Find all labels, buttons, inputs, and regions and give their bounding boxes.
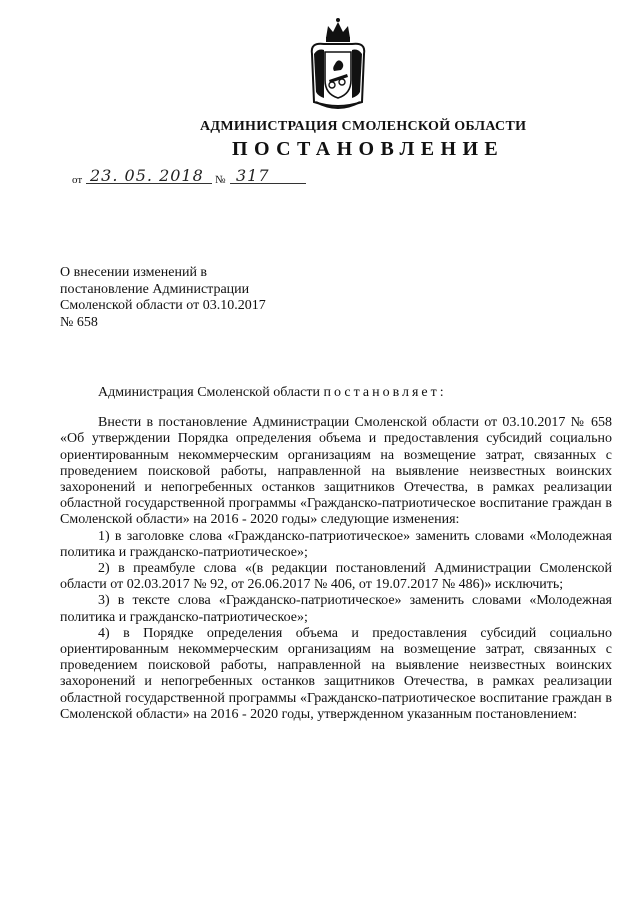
document-body: [60, 385, 612, 723]
body-paragraph: Внести в постановление Администрации Смоленской области от 03.10.2017 № 658 «Об утверждении Порядка определения объема и предоставления субсидий социально ориентированным некоммерческим организациям на возмещение затрат, связанных с проведением поисковой работы, направленной на выявление неизвестных воинских захоронений и непогребенных останков защитников Отечества, в рамках реализации областной государственной программы «Гражданско-патриотическое воспитание граждан в Смоленской области» на 2016 - 2020 годы» следующие изменения:: [60, 415, 612, 528]
handwritten-number: 317: [236, 166, 270, 185]
date-number-line: [72, 168, 312, 188]
decree-intro: Администрация Смоленской области: [98, 385, 321, 400]
decree-word: постановляет:: [323, 385, 447, 400]
subject-line: Смоленской области от 03.10.2017: [60, 298, 266, 313]
subject-line: № 658: [60, 314, 98, 330]
subject-line: постановление Администрации: [60, 281, 250, 297]
body-paragraph: 1) в заголовке слова «Гражданско-патриотическое» заменить словами «Молодежная политика и гражданско-патриотическое»;: [60, 528, 612, 560]
body-paragraph: 4) в Порядке определения объема и предоставления субсидий социально ориентированным некоммерческим организациям на возмещение затрат, связанных с проведением поисковой работы, направленной на выявление неизвестных воинских захоронений и непогребенных останков защитников Отечества, в рамках реализации областной государственной программы «Гражданско-патриотическое воспитание граждан в Смоленской области» на 2016 - 2020 годы, утвержденном указанным постановлением:: [60, 625, 612, 722]
subject-line: О внесении изменений в: [60, 265, 208, 280]
handwritten-date: 23. 05. 2018: [90, 166, 204, 185]
document-type-title: ПОСТАНОВЛЕНИЕ: [232, 138, 505, 160]
body-paragraph: 2) в преамбуле слова «(в редакции постановлений Администрации Смоленской области от 02.03.2017 № 92, от 26.06.2017 № 406, от 19.07.2017 № 486)» исключить;: [60, 561, 612, 593]
coat-of-arms-emblem: [308, 14, 368, 114]
body-paragraph: 3) в тексте слова «Гражданско-патриотическое» заменить словами «Молодежная политика и гражданско-патриотическое»;: [60, 593, 612, 625]
number-label: №: [215, 174, 226, 186]
date-label: от: [72, 174, 83, 186]
decree-statement: [60, 385, 612, 401]
document-subject: [60, 265, 320, 331]
organization-name: АДМИНИСТРАЦИЯ СМОЛЕНСКОЙ ОБЛАСТИ: [200, 119, 527, 134]
